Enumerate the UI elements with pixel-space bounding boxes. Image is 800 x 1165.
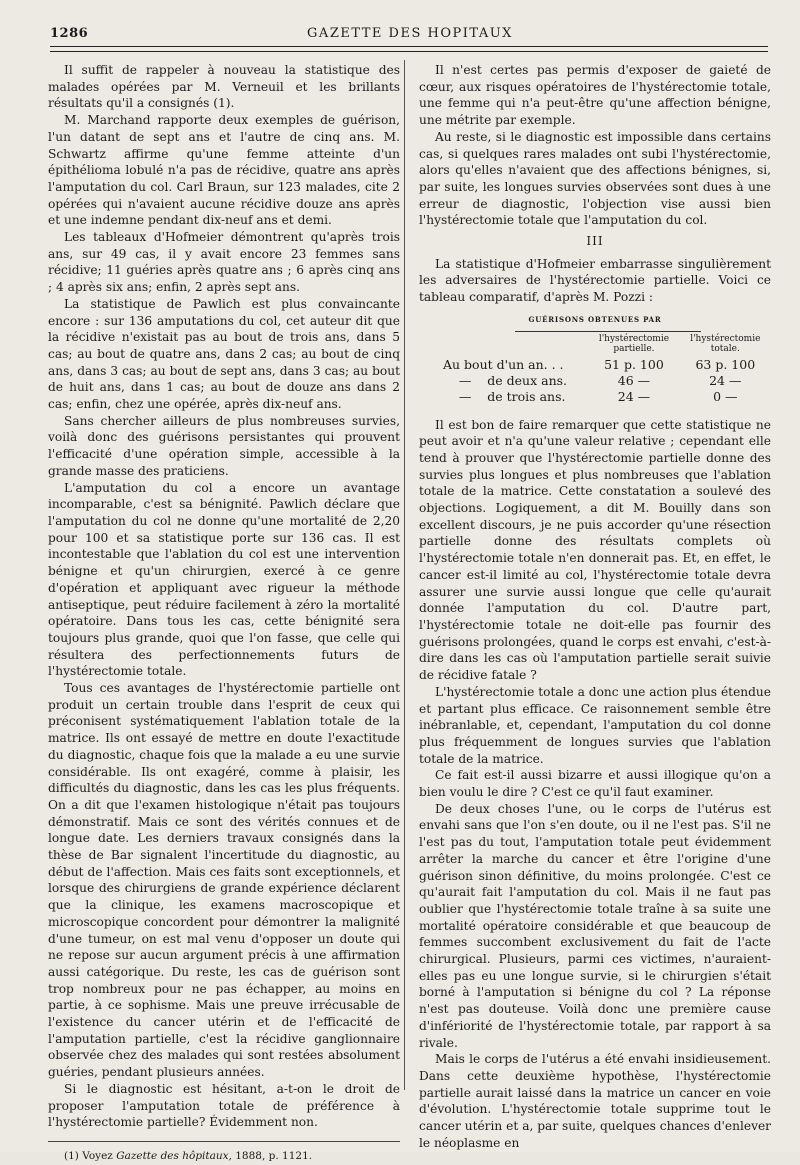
- header-rule: [50, 46, 768, 52]
- table-row: [439, 373, 771, 389]
- paragraph: Au reste, si le diagnostic est impossible dans certains cas, si quelques rares malades ont subi l'hystérectomie, alors qu'elles n'avaient que des affections bénignes, si, par suite, les longues survies observées sont dues à une erreur de diagnostic, l'objection vise aussi bien l'hystérectomie totale que l'amputation du col.: [419, 129, 771, 228]
- paragraph: L'hystérectomie totale a donc une action plus étendue et partant plus efficace. Ce raisonnement semble être inébranlable, et, cependant, l'amputation du col donne plus fréquemment de longues survies que l'ablation totale de la matrice.: [419, 684, 771, 766]
- footnote-source: Gazette des hôpitaux,: [116, 1150, 232, 1162]
- row-partial: 51 p. 100: [604, 356, 664, 372]
- table-header-total: l'hystérectomie totale.: [690, 333, 761, 354]
- journal-title: GAZETTE DES HOPITAUX: [307, 26, 513, 41]
- paragraph: La statistique d'Hofmeier embarrasse singulièrement les adversaires de l'hystérectomie partielle. Voici ce tableau comparatif, d'après M. Pozzi :: [419, 256, 771, 305]
- table-row: [439, 389, 771, 405]
- row-label: — de deux ans.: [443, 372, 568, 388]
- row-total: 0 —: [713, 388, 738, 404]
- paragraph: Il est bon de faire remarquer que cette statistique ne peut avoir et n'a qu'une valeur relative ; cependant elle tend à prouver que l'hystérectomie partielle donne des survies plus longues et plus nombreuses que l'ablation totale de la matrice. Cette constatation a soulevé des objections. Logiquement, a dit M. Bouilly dans son excellent discours, je ne puis accorder qu'une résection partielle donne des résultats complets où l'hystérectomie totale n'en donnerait pas. Et, en effet, le cancer est-il limité au col, l'hystérectomie totale devra assurer une survie aussi longue que celle qu'aurait donnée l'amputation du col. D'autre part, l'hystérectomie totale ne doit-elle pas fournir des guérisons prolongées, quand le corps est envahi, c'est-à-dire dans les cas où l'amputation partielle serait suivie de récidive fatale ?: [419, 417, 771, 683]
- row-partial: 24 —: [617, 388, 651, 404]
- footnote-rule: [48, 1141, 400, 1142]
- table-header-partial: l'hystérectomie partielle.: [598, 333, 670, 354]
- table-caption: GUÉRISONS OBTENUES PAR: [528, 314, 662, 324]
- paragraph: M. Marchand rapporte deux exemples de guérison, l'un datant de sept ans et l'autre de cinq ans. M. Schwartz affirme qu'une femme atteinte d'un épithélioma lobulé n'a pas de récidive, quatre ans après l'amputation du col. Carl Braun, sur 123 malades, cite 2 opérées qui n'avaient aucune récidive douze ans après et une indemne pendant dix-neuf ans et demi.: [48, 113, 400, 228]
- statistics-table: [439, 332, 771, 405]
- row-total: 24 —: [709, 372, 742, 388]
- spacer: [419, 405, 771, 417]
- footnote: [48, 1148, 400, 1165]
- paragraph: De deux choses l'une, ou le corps de l'utérus est envahi sans que l'on s'en doute, ou il ne l'est pas. S'il ne l'est pas du tout, l'amputation totale peut évidemment arrêter la marche du cancer et être l'origine d'une guérison sinon définitive, du moins prolongée. C'est ce qu'aurait fait l'amputation du col. Mais il ne faut pas oublier que l'hystérectomie totale traîne à sa suite une mortalité opératoire considérable et que beaucoup de femmes succombent exclusivement du fait de l'acte chirurgical. Plusieurs, parmi ces victimes, n'auraient-elles pas eu une longue survie, si le chirurgien s'était borné à l'amputation si bénigne du col ? La réponse n'est pas douteuse. Voilà donc une première cause d'infériorité de l'hystérectomie totale, par rapport à sa rivale.: [419, 801, 771, 1050]
- row-partial: 46 —: [617, 372, 651, 388]
- page-number: 1286: [50, 26, 89, 41]
- paragraph: Les tableaux d'Hofmeier démontrent qu'après trois ans, sur 49 cas, il y avait encore 23 femmes sans récidive; 11 guéries après quatre ans ; 6 après cinq ans ; 4 après six ans; enfin, 2 après sept ans.: [48, 230, 400, 295]
- paragraph: Mais le corps de l'utérus a été envahi insidieusement. Dans cette deuxième hypothèse, l'hystérectomie partielle aurait laissé dans la matrice un cancer en voie d'évolution. L'hystérectomie totale supprime tout le cancer utérin et a, par suite, quelques chances d'enlever le néoplasme en: [419, 1052, 771, 1150]
- row-label: — de trois ans.: [443, 388, 566, 404]
- paragraph: Ce fait est-il aussi bizarre et aussi illogique qu'on a bien voulu le dire ? C'est ce qu'il faut examiner.: [419, 768, 771, 800]
- row-total: 63 p. 100: [695, 356, 756, 372]
- column-divider: [404, 60, 405, 1090]
- table-header-row: [439, 332, 771, 357]
- paragraph: La statistique de Pawlich est plus convaincante encore : sur 136 amputations du col, cet auteur dit que la récidive n'existait pas au bout de trois ans, dans 5 cas; au bout de quatre ans, dans 2 cas; au bout de cinq ans, dans 3 cas; au bout de sept ans, dans 3 cas; au bout de huit ans, dans 1 cas; au bout de douze ans dans 2 cas; enfin, chez une opérée, après dix-neuf ans.: [48, 296, 400, 412]
- paragraph: Il suffit de rappeler à nouveau la statistique des malades opérées par M. Verneuil et les brillants résultats qu'il a consignés (1).: [48, 63, 400, 111]
- table-header-blank: [439, 332, 588, 357]
- left-column: [48, 62, 400, 1165]
- paragraph: Tous ces avantages de l'hystérectomie partielle ont produit un certain trouble dans l'esprit de ceux qui préconisent systématiquement l'ablation totale de la matrice. Ils ont essayé de mettre en doute l'exactitude du diagnostic, chaque fois que la malade a eu une survie considérable. Ils ont exagéré, comme à plaisir, les difficultés du diagnostic, dans les cas les plus fréquents. On a dit que l'examen histologique n'était pas toujours démonstratif. Mais ce sont des vérités connues et de longue date. Les derniers travaux consignés dans la thèse de Bar signalent l'incertitude du diagnostic, au début de l'affection. Mais ces faits sont exceptionnels, et lorsque des chirurgiens de grande expérience déclarent que la clinique, les examens macroscopique et microscopique concordent pour démontrer la malignité d'une tumeur, on est mal venu d'opposer un doute qui ne repose sur aucun argument précis à une affirmation aussi catégorique. Du reste, les cas de guérison sont trop nombreux pour ne pas échapper, au moins en partie, à ce sophisme. Mais une preuve irrécusable de l'existence du cancer utérin et de l'efficacité de l'amputation partielle, c'est la récidive ganglionnaire observée chez des malades qui sont restées absolument guéries, pendant plusieurs années.: [48, 681, 400, 1080]
- row-label: Au bout d'un an. . .: [443, 356, 564, 372]
- footnote-marker: (1) Voyez: [64, 1150, 113, 1162]
- paragraph: Il n'est certes pas permis d'exposer de gaieté de cœur, aux risques opératoires de l'hystérectomie totale, une femme qui n'a peut-être qu'une affection bénigne, une métrite par exemple.: [419, 63, 771, 128]
- paragraph: Si le diagnostic est hésitant, a-t-on le droit de proposer l'amputation totale de préférence à l'hystérectomie partielle? Évidemment non.: [48, 1081, 400, 1130]
- table-row: [439, 357, 771, 373]
- section-number: III: [586, 234, 604, 249]
- paragraph: Sans chercher ailleurs de plus nombreuses survies, voilà donc des guérisons persistantes qui prouvent l'efficacité d'une opération simple, accessible à la grande masse des praticiens.: [48, 413, 400, 478]
- footnote-rest: 1888, p. 1121.: [235, 1150, 313, 1162]
- right-column: [419, 62, 771, 1151]
- paragraph: L'amputation du col a encore un avantage incomparable, c'est sa bénignité. Pawlich déclare que l'amputation du col ne donne qu'une mortalité de 2,20 pour 100 et sa statistique porte sur 136 cas. Il est incontestable que l'ablation du col est une intervention bénigne et qu'un chirurgien, exercé à ce genre d'opération et appliquant avec rigueur la méthode antiseptique, peut réduire facilement à zéro la mortalité opératoire. Dans tous les cas, cette bénignité sera toujours plus grande, quoi que l'on fasse, que celle qui résultera des perfectionnements futurs de l'hystérectomie totale.: [48, 480, 400, 679]
- page-header: [50, 24, 770, 44]
